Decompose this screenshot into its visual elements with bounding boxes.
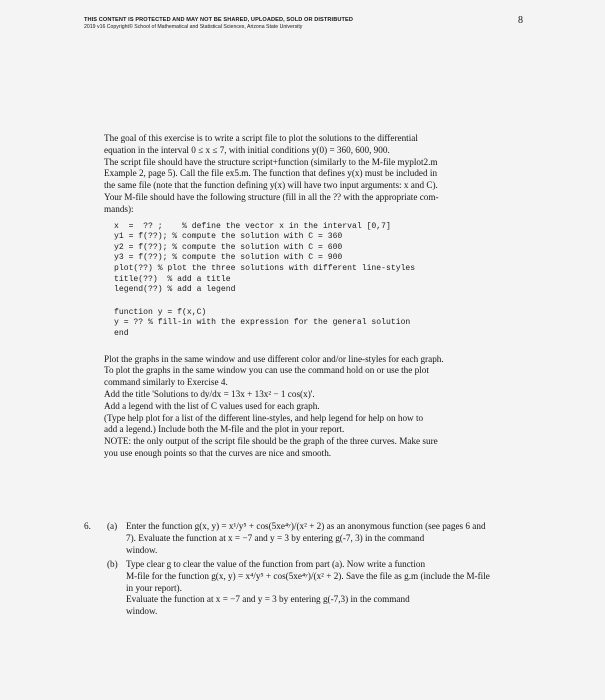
instruction-line: Add a legend with the list of C values used for each graph. <box>104 400 320 411</box>
instruction-line: you use enough points so that the curves are nice and smooth. <box>104 447 332 458</box>
intro-line: Example 2, page 5). Call the file ex5.m. The function that defines y(x) must be included in <box>104 168 438 179</box>
code-line: x = ?? ; % define the vector x in the interval [0,7] <box>114 221 391 231</box>
intro-paragraph <box>104 133 544 216</box>
page-number: 8 <box>518 15 523 26</box>
function-code-block <box>114 308 544 340</box>
instruction-line: (Type help plot for a list of the different line-styles, and help legend for help on how to <box>104 412 424 423</box>
instruction-line: To plot the graphs in the same window you can use the command hold on or use the plot <box>104 365 429 376</box>
intro-line: Your M-file should have the following structure (fill in all the ?? with the appropriate com- <box>104 191 439 202</box>
header-copyright: 2019 v16 Copyright© School of Mathematical and Statistical Sciences, Arizona State University <box>84 24 303 30</box>
part-line: in your report). <box>126 582 182 593</box>
code-line: y3 = f(??); % compute the solution with C = 900 <box>114 253 343 263</box>
part-line: window. <box>126 544 158 555</box>
part-line: 7). Evaluate the function at x = −7 and y = 3 by entering g(-7, 3) in the command <box>126 532 425 543</box>
part-line: M-file for the function g(x, y) = x⁴/y⁵ + cos(5xe⁴ʸ)/(x² + 2). Save the file as g.m (include the M-file <box>126 570 490 581</box>
script-code-block <box>114 222 544 296</box>
question-number: 6. <box>84 521 91 531</box>
part-line: Enter the function g(x, y) = x¹/y⁵ + cos(5xe⁴ʸ)/(x² + 2) as an anonymous function (see pages 6 and <box>126 521 486 531</box>
part-label: (a) <box>107 521 118 531</box>
intro-line: mands): <box>104 203 134 214</box>
part-line: Type clear g to clear the value of the function from part (a). Now write a function <box>126 559 426 569</box>
code-line: y1 = f(??); % compute the solution with C = 360 <box>114 232 343 242</box>
code-line: y2 = f(??); % compute the solution with C = 600 <box>114 242 343 252</box>
code-line: legend(??) % add a legend <box>114 285 236 295</box>
intro-line: The script file should have the structure script+function (similarly to the M-file myplot2.m <box>104 156 438 167</box>
instruction-line: Add the title 'Solutions to dy/dx = 13x + 13x² − 1 cos(x)'. <box>104 388 315 399</box>
instruction-line: Plot the graphs in the same window and use different color and/or line-styles for each graph. <box>104 353 444 364</box>
exercise-body <box>104 133 544 460</box>
instructions-paragraph <box>104 354 544 460</box>
intro-line: equation in the interval 0 ≤ x ≤ 7, with initial conditions y(0) = 360, 600, 900. <box>104 144 390 155</box>
intro-line: the same file (note that the function defining y(x) will have two input arguments: x and C). <box>104 180 438 191</box>
instruction-line: command similarly to Exercise 4. <box>104 377 228 388</box>
header-notice: THIS CONTENT IS PROTECTED AND MAY NOT BE SHARED, UPLOADED, SOLD OR DISTRIBUTED <box>84 17 353 23</box>
part-label: (b) <box>107 559 118 569</box>
intro-line: The goal of this exercise is to write a script file to plot the solutions to the differential <box>104 133 418 143</box>
code-line: function y = f(x,C) <box>114 307 207 317</box>
instruction-line: add a legend.) Include both the M-file and the plot in your report. <box>104 424 345 435</box>
page-header <box>84 17 524 30</box>
code-line: title(??) % add a title <box>114 274 231 284</box>
part-line: window. <box>126 606 158 617</box>
code-line: plot(??) % plot the three solutions with different line-styles <box>114 263 416 273</box>
code-line: y = ?? % fill-in with the expression for the general solution <box>114 318 411 328</box>
part-text <box>126 521 546 556</box>
code-line: end <box>114 328 129 338</box>
part-line: Evaluate the function at x = −7 and y = 3 by entering g(-7,3) in the command <box>126 594 410 605</box>
part-text <box>126 559 546 618</box>
instruction-line: NOTE: the only output of the script file should be the graph of the three curves. Make sure <box>104 436 438 447</box>
